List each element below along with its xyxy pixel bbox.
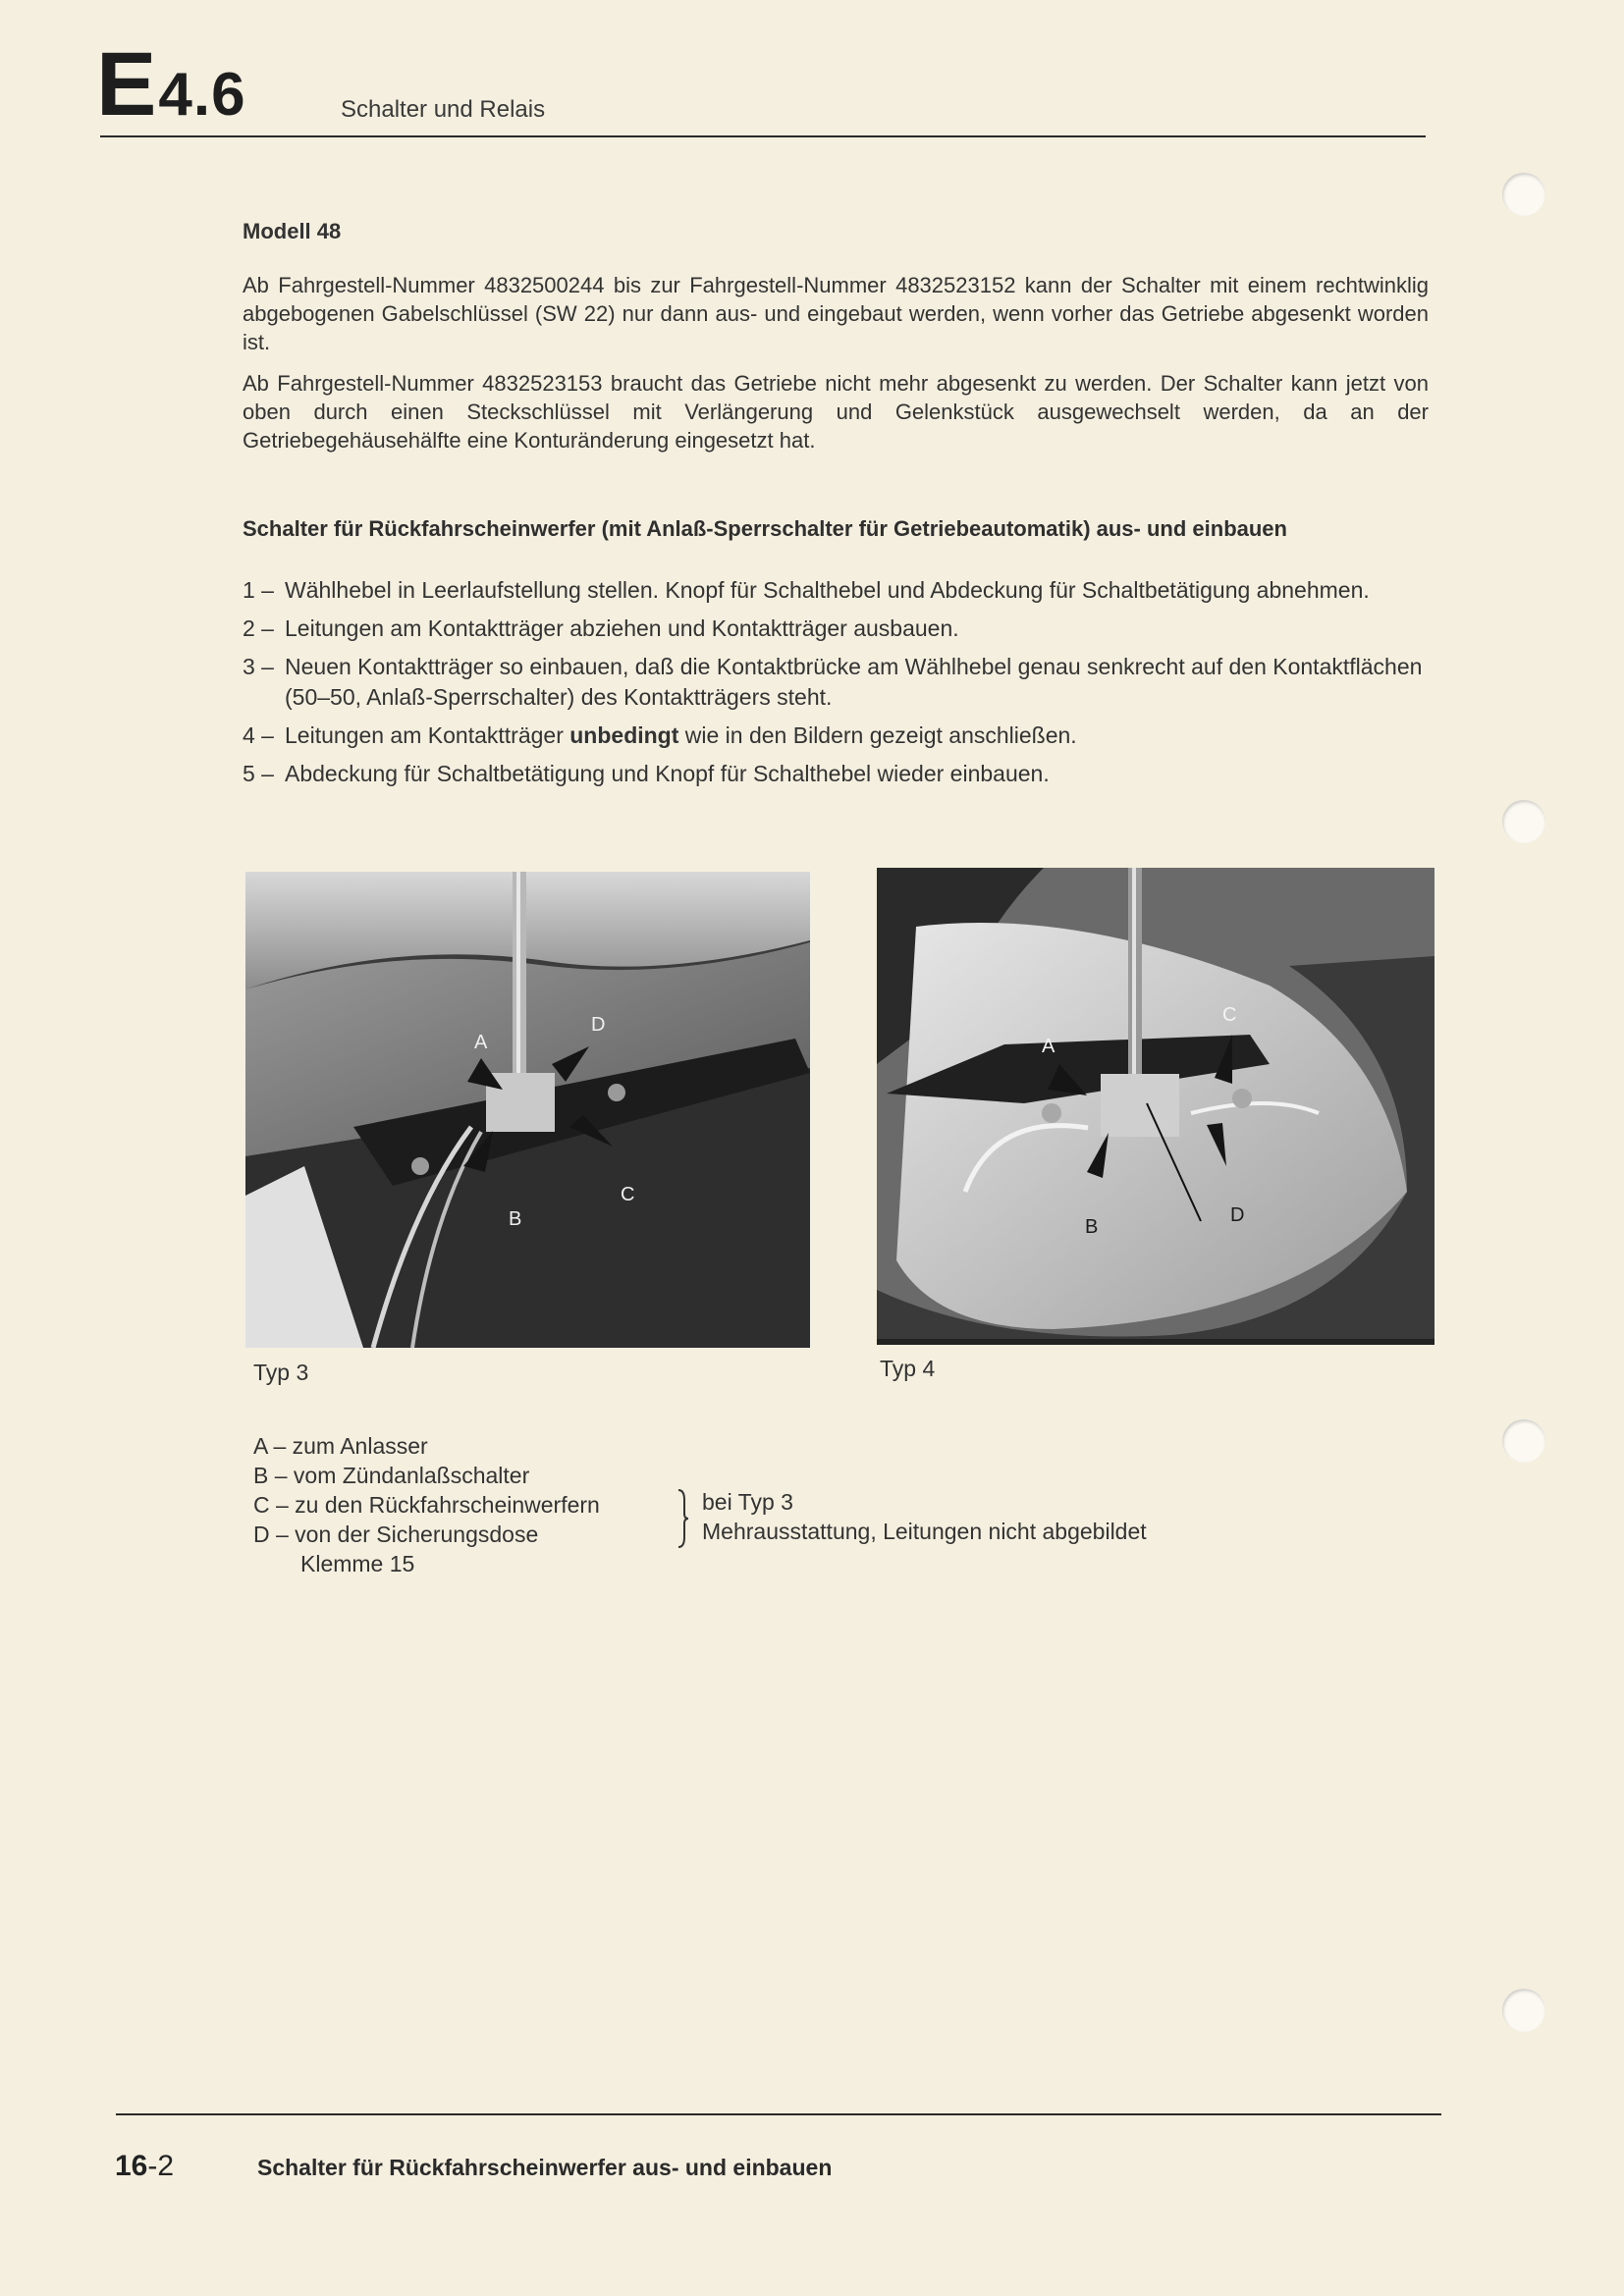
label-d: D [591,1014,606,1036]
chapter-title: Schalter und Relais [341,96,546,123]
paragraph-2: Ab Fahrgestell-Nummer 4832523153 braucht das Getriebe nicht mehr abgesenkt zu werden. Der Schalter kann jetzt von oben durch einen Steckschlüssel mit Verlängerung und Gelenkstück ausgewechselt werden, da an der Getriebegehäusehälfte eine Konturänderung eingesetzt hat. [243,371,1429,453]
paragraph-1: Ab Fahrgestell-Nummer 4832500244 bis zur Fahrgestell-Nummer 4832523152 kann der Schalter mit einem rechtwinklig abgebogenen Gabelschlüssel (SW 22) nur dann aus- und eingebaut werden, wenn vorher das Getriebe abgesenkt worden ist. [243,273,1429,354]
legend-item-d: D – von der Sicherungsdose [253,1522,539,1547]
label-b: B [1085,1216,1099,1238]
legend-note [702,1487,1147,1546]
step-text: Leitungen am Kontaktträger abziehen und Kontaktträger ausbauen. [285,615,959,641]
step-number: 4 – [243,722,274,748]
caption-typ-3: Typ 3 [253,1360,309,1385]
section-code [96,34,246,134]
legend-item-d-cont: Klemme 15 [300,1551,415,1576]
legend-item-b: B – vom Zündanlaßschalter [253,1463,530,1488]
legend-item-a: A – zum Anlasser [253,1433,428,1459]
brace-icon [676,1488,689,1549]
model-heading: Modell 48 [243,219,342,243]
caption-typ-4: Typ 4 [880,1356,936,1381]
section-letter: E [96,34,155,134]
step-number: 5 – [243,761,274,786]
step-item [243,652,1435,713]
step-number: 3 – [243,654,274,679]
legend-note-line-2: Mehrausstattung, Leitungen nicht abgebildet [702,1519,1147,1544]
label-a: A [474,1032,488,1053]
page-number [115,2150,174,2183]
binder-hole [1502,173,1545,216]
legend-item-c: C – zu den Rückfahrscheinwerfern [253,1492,600,1518]
step-emphasis: unbedingt [569,722,679,748]
label-a: A [1042,1036,1056,1057]
photo-typ-3 [245,872,810,1348]
section-number: 4.6 [158,61,246,129]
step-text-end: wie in den Bildern gezeigt anschließen. [678,722,1077,748]
step-text: Abdeckung für Schaltbetätigung und Knopf für Schalthebel wieder einbauen. [285,761,1050,786]
label-d: D [1230,1204,1245,1226]
label-c: C [621,1184,635,1205]
page-number-minor: -2 [147,2150,175,2182]
step-item [243,759,1435,789]
footer-title: Schalter für Rückfahrscheinwerfer aus- und einbauen [257,2155,833,2180]
label-b: B [509,1208,522,1230]
label-c: C [1222,1004,1237,1026]
step-item [243,721,1435,751]
header-rule [100,135,1426,137]
step-item [243,575,1435,606]
step-number: 1 – [243,577,274,603]
step-item [243,614,1435,644]
step-text: Wählhebel in Leerlaufstellung stellen. Knopf für Schalthebel und Abdeckung für Schaltbetätigung abnehmen. [285,577,1370,603]
binder-hole [1502,1989,1545,2032]
step-number: 2 – [243,615,274,641]
wire-legend [253,1431,600,1578]
page-number-major: 16 [115,2150,148,2182]
step-text: Leitungen am Kontaktträger [285,722,570,748]
binder-hole [1502,800,1545,843]
footer-rule [116,2113,1441,2115]
photo-typ-4 [877,868,1435,1345]
binder-hole [1502,1419,1545,1463]
legend-note-line-1: bei Typ 3 [702,1489,793,1515]
step-text: Neuen Kontaktträger so einbauen, daß die Kontaktbrücke am Wählhebel genau senkrecht auf den Kontaktflächen (50–50, Anlaß-Sperrschalter) des Kontaktträgers steht. [285,654,1423,710]
procedure-steps [243,575,1435,797]
procedure-heading: Schalter für Rückfahrscheinwerfer (mit Anlaß-Sperrschalter für Getriebeautomatik) aus- und einbauen [243,516,1287,541]
